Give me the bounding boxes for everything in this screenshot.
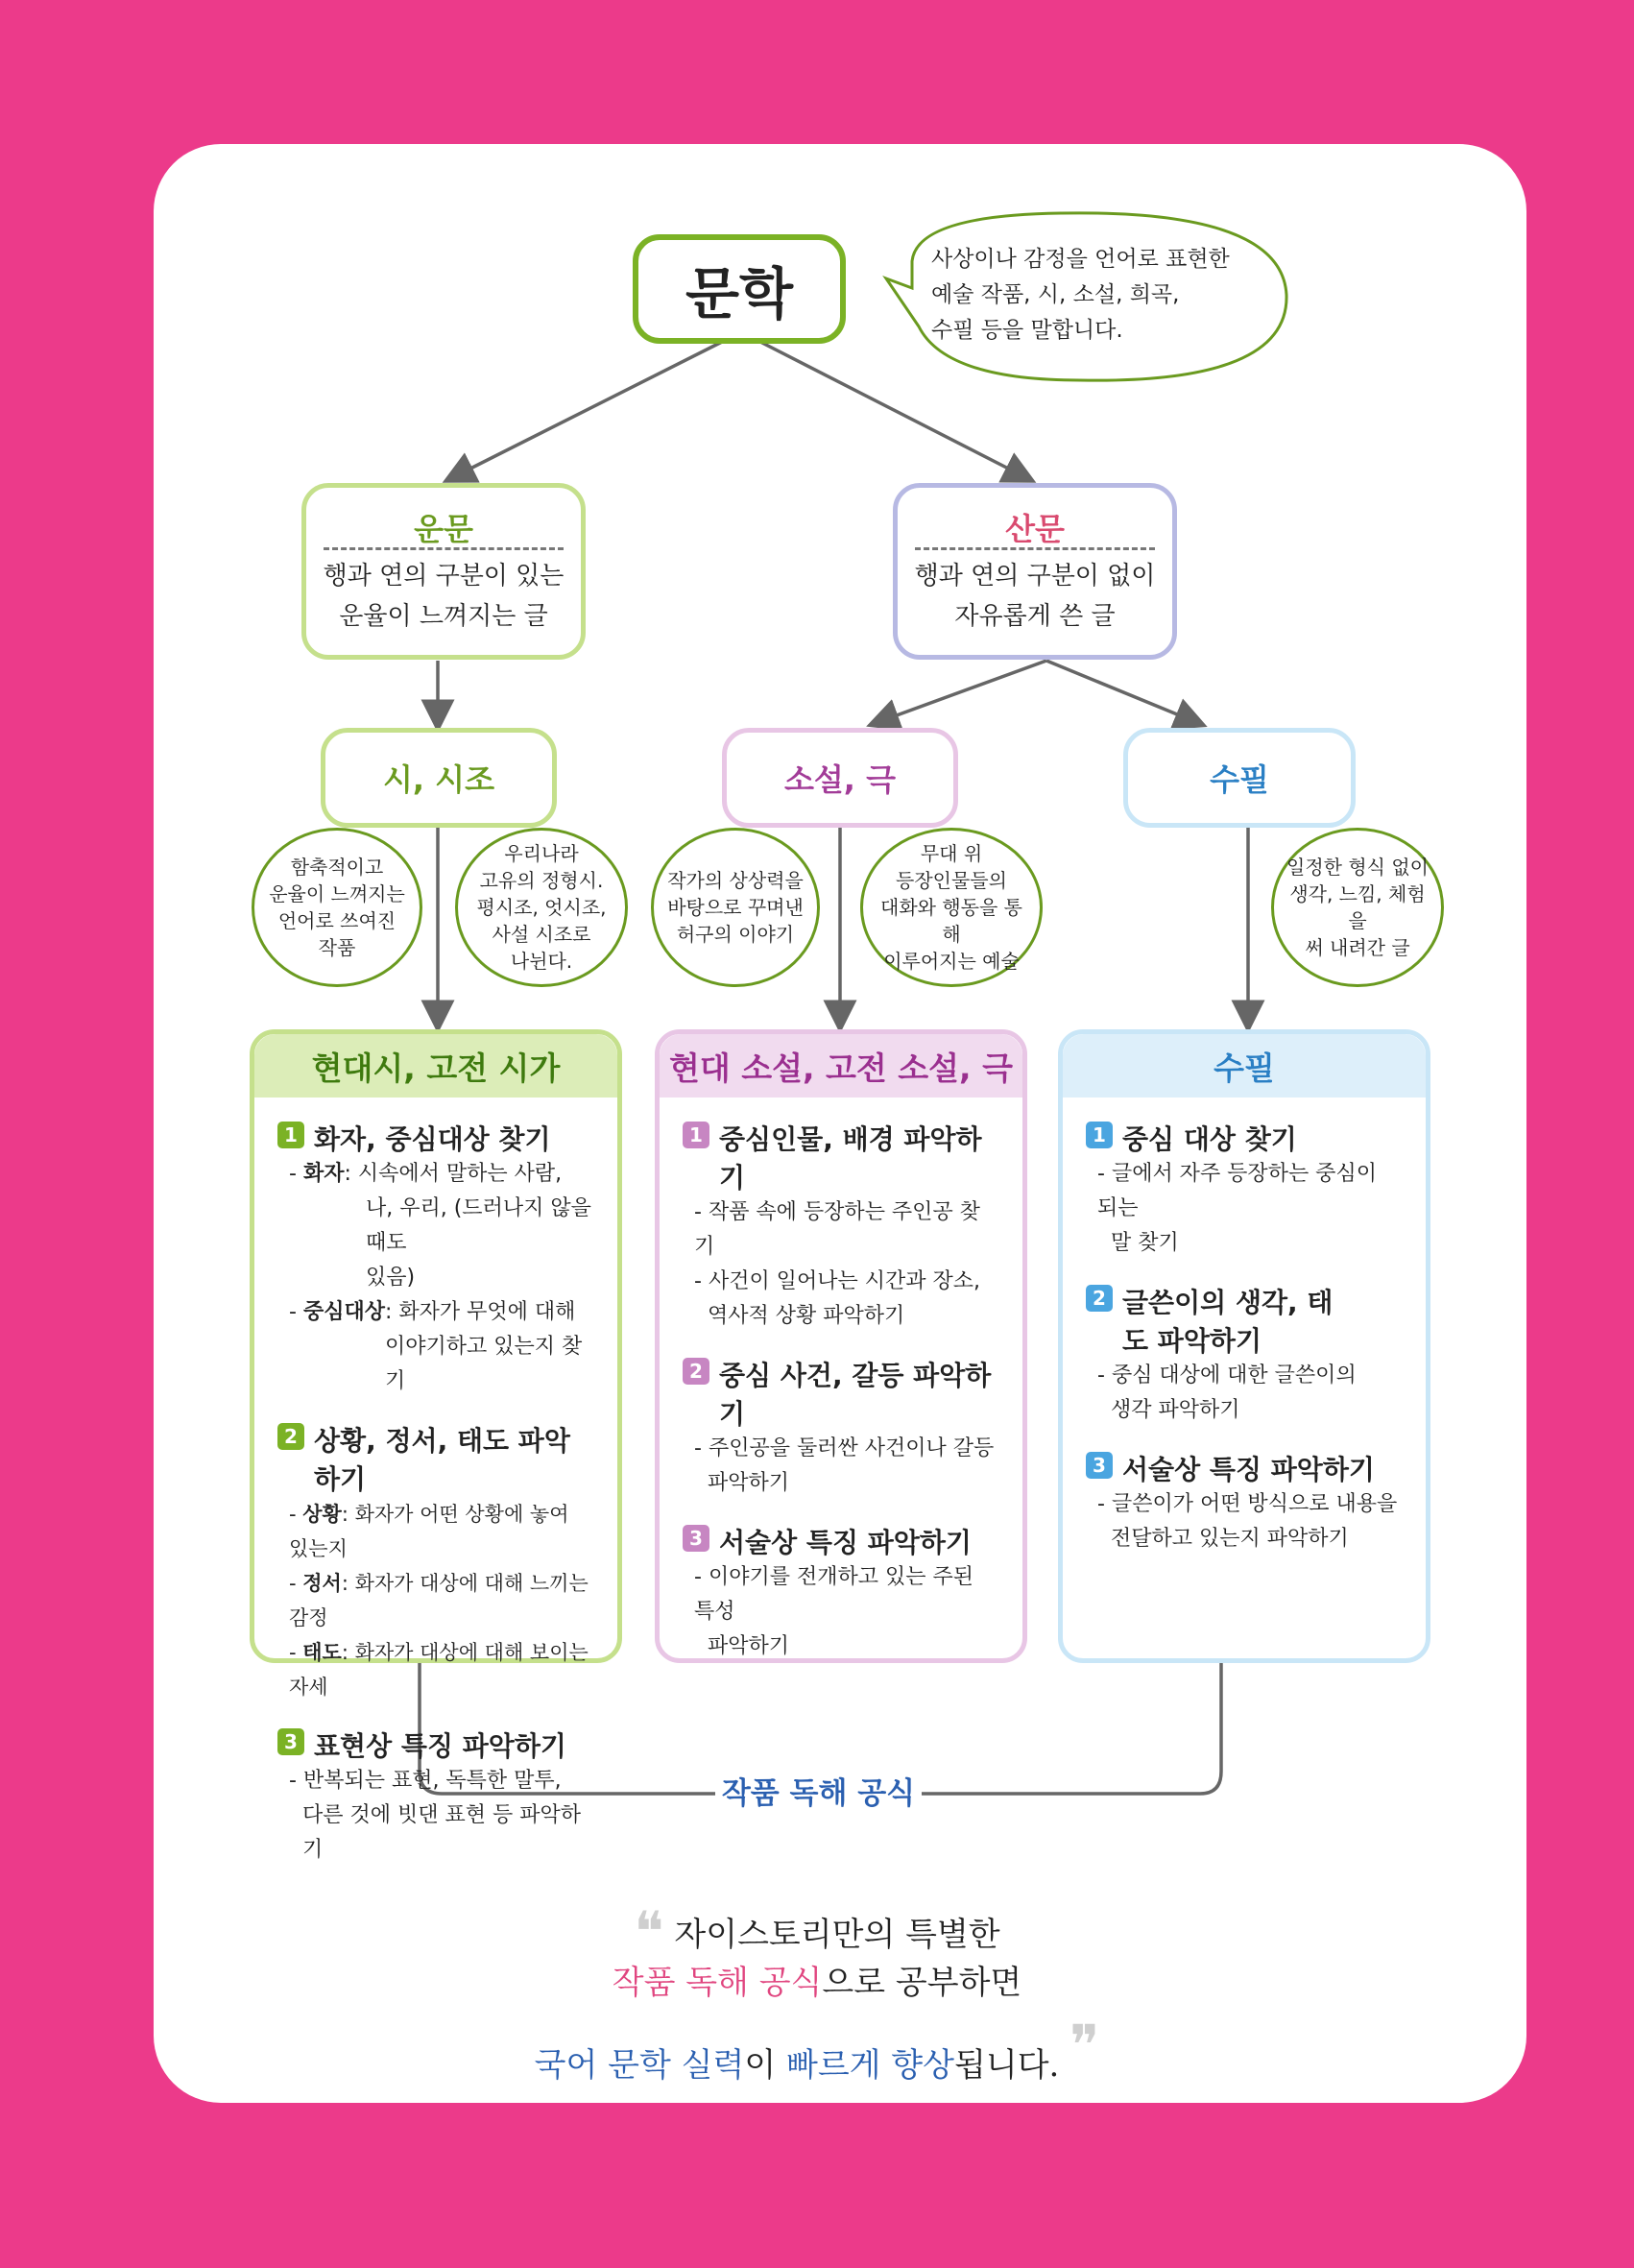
item-text: : 시속에서 말하는 사람, bbox=[344, 1162, 563, 1186]
item-label: 중심대상 bbox=[302, 1300, 385, 1324]
poetry-panel bbox=[250, 1029, 622, 1862]
item-continuation: 전달하고 있는지 파악하기 bbox=[1111, 1527, 1349, 1551]
item-continuation: 이야기하고 있는지 찾기 bbox=[385, 1335, 583, 1393]
section-item: - 반복되는 표현, 독특한 말투, bbox=[289, 1769, 562, 1793]
quote-text: 자이스토리만의 특별한 bbox=[674, 1916, 1000, 1954]
poetry-section-1 bbox=[277, 1119, 594, 1399]
novel-note-right bbox=[860, 828, 1043, 987]
note-line: 대화와 행동을 통해 bbox=[880, 896, 1022, 946]
note-line: 고유의 정형시. bbox=[479, 869, 604, 892]
item-label: 태도 bbox=[302, 1641, 342, 1664]
verse-desc-line: 운율이 느껴지는 글 bbox=[339, 602, 548, 631]
essay-title: 수필 bbox=[1210, 761, 1269, 798]
item-text: 반복되는 표현, 독특한 말투, bbox=[302, 1769, 562, 1793]
note-line: 허구의 이야기 bbox=[676, 923, 795, 946]
close-quote-icon: ❞ bbox=[1069, 2013, 1100, 2078]
note-line: 언어로 쓰여진 bbox=[277, 909, 396, 932]
root-definition bbox=[931, 242, 1267, 349]
note-line: 바탕으로 꾸며낸 bbox=[667, 896, 804, 919]
definition-line: 수필 등을 말합니다. bbox=[931, 318, 1123, 343]
verse-title: 운문 bbox=[414, 511, 473, 547]
novel-panel bbox=[655, 1029, 1027, 1663]
quote-line-2 bbox=[0, 1956, 1634, 2003]
section-item: - 화자: 시속에서 말하는 사람, bbox=[289, 1162, 563, 1186]
section-title: 중심 사건, 갈등 파악하기 bbox=[719, 1360, 992, 1430]
quote-highlight: 작품 독해 공식 bbox=[612, 1964, 823, 2002]
novel-panel-title: 현대 소설, 고전 소설, 극 bbox=[660, 1034, 1022, 1098]
item-continuation: 나, 우리, (드러나지 않을 때도 bbox=[366, 1196, 591, 1255]
quote-line-3 bbox=[0, 2013, 1634, 2086]
section-title: 서술상 특징 파악하기 bbox=[1122, 1454, 1375, 1485]
section-title: 화자, 중심대상 찾기 bbox=[314, 1123, 551, 1155]
item-text: : 화자가 무엇에 대해 bbox=[384, 1300, 576, 1324]
poem-note-right bbox=[455, 828, 628, 987]
item-continuation: 역사적 상황 파악하기 bbox=[708, 1304, 905, 1328]
novel-title: 소설, 극 bbox=[783, 761, 897, 798]
open-quote-icon: ❝ bbox=[634, 1899, 664, 1965]
number-badge: 3 bbox=[1086, 1452, 1113, 1479]
section-item: - 글에서 자주 등장하는 중심이 되는 bbox=[1097, 1162, 1377, 1220]
section-title: 표현상 특징 파악하기 bbox=[314, 1730, 566, 1762]
note-line: 평시조, 엇시조, bbox=[476, 896, 607, 919]
quote-text: 으로 공부하면 bbox=[822, 1964, 1022, 2002]
poem-node bbox=[321, 728, 557, 828]
note-line: 작품 bbox=[318, 936, 356, 959]
definition-line: 사상이나 감정을 언어로 표현한 bbox=[931, 247, 1230, 272]
section-title: 중심인물, 배경 파악하기 bbox=[719, 1123, 982, 1194]
verse-desc bbox=[306, 556, 581, 637]
section-item: - 태도: 화자가 대상에 대해 보이는 자세 bbox=[289, 1641, 589, 1699]
essay-section-2 bbox=[1086, 1282, 1403, 1428]
item-label: 상황 bbox=[302, 1503, 342, 1526]
prose-desc-line: 행과 연의 구분이 없이 bbox=[914, 562, 1156, 591]
section-title: 글쓴이의 생각, 태도 파악하기 bbox=[1122, 1287, 1334, 1357]
number-badge: 2 bbox=[1086, 1285, 1113, 1312]
prose-node bbox=[893, 483, 1177, 660]
section-item: - 주인공을 둘러싼 사건이나 갈등 bbox=[694, 1436, 995, 1460]
note-line: 함축적이고 bbox=[290, 856, 384, 879]
note-line: 일정한 형식 없이 bbox=[1286, 856, 1429, 879]
item-label: 화자 bbox=[302, 1162, 345, 1186]
novel-section-3 bbox=[683, 1522, 999, 1664]
item-text: 이야기를 전개하고 있는 주된 특성 bbox=[694, 1565, 973, 1624]
section-item: - 중심대상: 화자가 무엇에 대해 bbox=[289, 1300, 576, 1324]
item-text: 작품 속에 등장하는 주인공 찾기 bbox=[694, 1200, 980, 1259]
essay-note bbox=[1271, 828, 1444, 987]
note-line: 사설 시조로 bbox=[492, 923, 591, 946]
note-line: 작가의 상상력을 bbox=[667, 869, 804, 892]
root-title: 문학 bbox=[685, 261, 794, 326]
item-text: : 화자가 대상에 대해 보이는 자세 bbox=[289, 1641, 589, 1699]
section-title: 상황, 정서, 태도 파악하기 bbox=[314, 1425, 570, 1495]
essay-section-3 bbox=[1086, 1449, 1403, 1556]
section-item: - 상황: 화자가 어떤 상황에 놓여 있는지 bbox=[289, 1503, 569, 1560]
formula-label: 작품 독해 공식 bbox=[721, 1776, 916, 1811]
section-item: - 글쓴이가 어떤 방식으로 내용을 bbox=[1097, 1492, 1398, 1516]
item-continuation: 있음) bbox=[366, 1266, 416, 1290]
item-text: 글쓴이가 어떤 방식으로 내용을 bbox=[1111, 1492, 1398, 1516]
poetry-section-2 bbox=[277, 1420, 594, 1704]
definition-line: 예술 작품, 시, 소설, 희곡, bbox=[931, 282, 1180, 307]
item-text: 사건이 일어나는 시간과 장소, bbox=[708, 1269, 980, 1293]
item-label: 정서 bbox=[302, 1572, 342, 1595]
section-title: 서술상 특징 파악하기 bbox=[719, 1527, 972, 1558]
number-badge: 1 bbox=[683, 1122, 709, 1148]
note-line: 운율이 느껴지는 bbox=[269, 882, 405, 905]
item-continuation: 말 찾기 bbox=[1111, 1231, 1179, 1255]
number-badge: 3 bbox=[683, 1525, 709, 1552]
prose-title: 산문 bbox=[1005, 511, 1065, 547]
section-title: 중심 대상 찾기 bbox=[1122, 1123, 1297, 1155]
quote-line-1 bbox=[0, 1899, 1634, 1965]
item-continuation: 생각 파악하기 bbox=[1111, 1398, 1240, 1422]
verse-node bbox=[301, 483, 586, 660]
item-continuation: 다른 것에 빗댄 표현 등 파악하기 bbox=[302, 1803, 581, 1862]
essay-panel-title: 수필 bbox=[1063, 1034, 1426, 1098]
poem-title: 시, 시조 bbox=[382, 761, 495, 798]
essay-panel bbox=[1058, 1029, 1430, 1663]
quote-text: 됩니다. bbox=[954, 2046, 1060, 2085]
number-badge: 2 bbox=[683, 1358, 709, 1385]
section-item: - 작품 속에 등장하는 주인공 찾기 bbox=[694, 1200, 980, 1259]
novel-node bbox=[722, 728, 958, 828]
note-line: 써 내려간 글 bbox=[1305, 936, 1410, 959]
note-line: 이루어지는 예술 bbox=[883, 950, 1020, 973]
note-line: 우리나라 bbox=[504, 842, 579, 865]
note-line: 생각, 느낌, 체험을 bbox=[1289, 882, 1426, 932]
section-item: - 이야기를 전개하고 있는 주된 특성 bbox=[694, 1565, 973, 1624]
root-node-literature bbox=[633, 234, 846, 344]
item-text: : 화자가 대상에 대해 느끼는 감정 bbox=[289, 1572, 589, 1629]
item-continuation: 파악하기 bbox=[708, 1634, 790, 1658]
number-badge: 2 bbox=[277, 1423, 304, 1450]
number-badge: 1 bbox=[277, 1122, 304, 1148]
poetry-panel-title: 현대시, 고전 시가 bbox=[254, 1034, 617, 1098]
prose-desc bbox=[898, 556, 1172, 637]
item-text: 주인공을 둘러싼 사건이나 갈등 bbox=[708, 1436, 995, 1460]
section-item: - 중심 대상에 대한 글쓴이의 bbox=[1097, 1363, 1357, 1387]
essay-node bbox=[1123, 728, 1356, 828]
item-text: 글에서 자주 등장하는 중심이 되는 bbox=[1097, 1162, 1377, 1220]
novel-note-left bbox=[651, 828, 820, 987]
note-line: 등장인물들의 bbox=[896, 869, 1007, 892]
item-text: 중심 대상에 대한 글쓴이의 bbox=[1111, 1363, 1357, 1387]
novel-section-1 bbox=[683, 1119, 999, 1334]
quote-highlight: 빠르게 향상 bbox=[785, 2046, 954, 2085]
note-line: 나뉜다. bbox=[510, 950, 573, 973]
item-continuation: 파악하기 bbox=[708, 1471, 790, 1495]
section-item: - 사건이 일어나는 시간과 장소, bbox=[694, 1269, 980, 1293]
verse-desc-line: 행과 연의 구분이 있는 bbox=[323, 562, 565, 591]
number-badge: 3 bbox=[277, 1728, 304, 1755]
number-badge: 1 bbox=[1086, 1122, 1113, 1148]
poem-note-left bbox=[252, 828, 422, 987]
quote-text: 이 bbox=[744, 2046, 786, 2085]
item-text: : 화자가 어떤 상황에 놓여 있는지 bbox=[289, 1503, 569, 1560]
novel-section-2 bbox=[683, 1355, 999, 1501]
section-item: - 정서: 화자가 대상에 대해 느끼는 감정 bbox=[289, 1572, 589, 1629]
quote-highlight: 국어 문학 실력 bbox=[534, 2046, 745, 2085]
poetry-section-3 bbox=[277, 1725, 594, 1868]
note-line: 무대 위 bbox=[920, 842, 983, 865]
essay-section-1 bbox=[1086, 1119, 1403, 1261]
prose-desc-line: 자유롭게 쓴 글 bbox=[954, 602, 1116, 631]
